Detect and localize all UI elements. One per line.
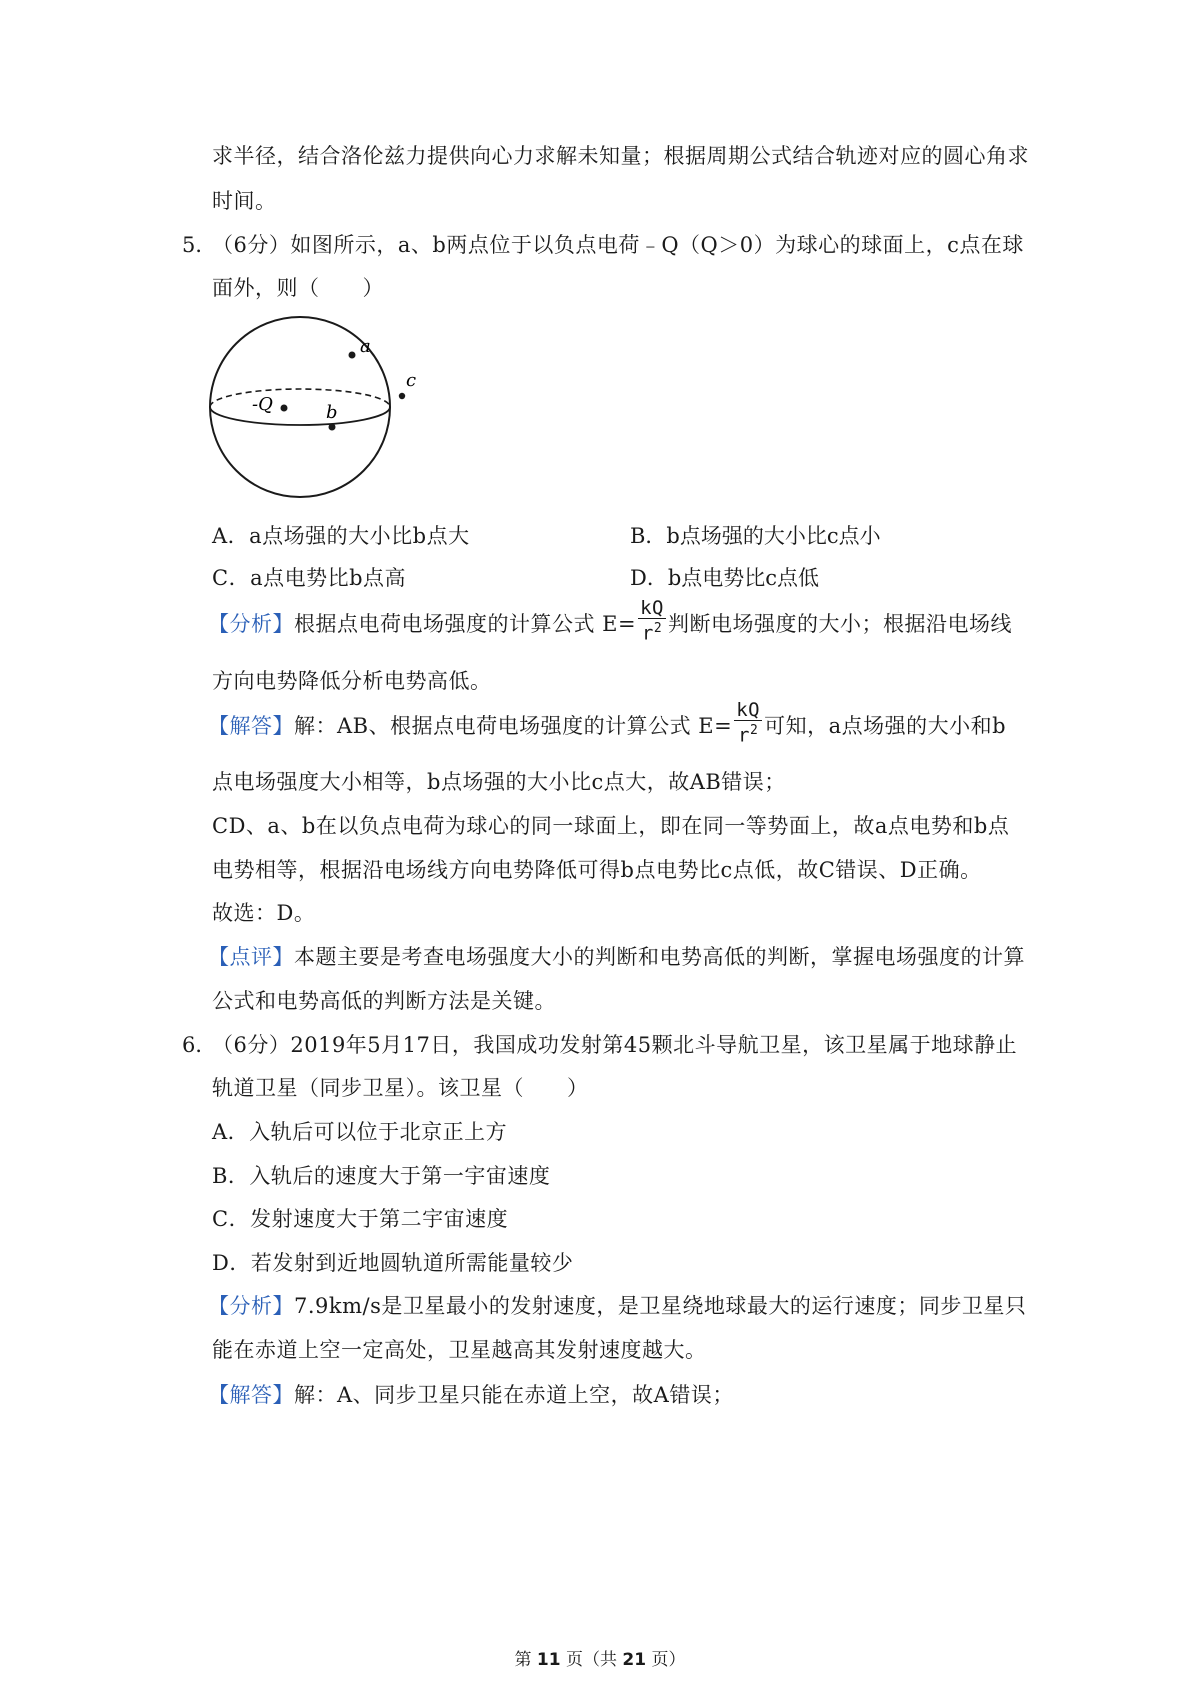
analysis-tag: 【分析】 [208,612,294,637]
equator-front [210,407,390,425]
analysis-line [208,597,1012,645]
answer-line: CD、a、b在以负点电荷为球心的同一球面上，即在同一等势面上，故a点电势和b点 [212,814,1010,838]
point-b [329,424,336,431]
analysis-tag: 【分析】 [208,1294,294,1318]
answer-line: 故选：D。 [212,901,316,925]
label-c: c [406,370,417,391]
option-c: C．发射速度大于第二宇宙速度 [212,1207,509,1231]
option-b: B．b点场强的大小比c点小 [630,524,881,548]
question-stem: 轨道卫星（同步卫星）。该卫星（ ） [212,1076,589,1100]
comment-tag: 【点评】 [208,945,294,969]
label-negative-q: -Q [252,394,273,415]
option-c: C．a点电势比b点高 [212,566,407,590]
formula-fraction [638,598,666,643]
text-line: 时间。 [212,189,277,213]
comment-text: 本题主要是考查电场强度大小的判断和电势高低的判断，掌握电场强度的计算 [294,945,1025,969]
fraction-denominator: $r^2$ [738,723,759,747]
answer-tag: 【解答】 [208,1383,294,1407]
sphere-figure [190,300,450,510]
answer-line: 电势相等，根据沿电场线方向电势降低可得b点电势比c点低，故C错误、D正确。 [212,858,982,882]
analysis-text: 7.9km/s是卫星最小的发射速度，是卫星绕地球最大的运行速度；同步卫星只 [294,1294,1027,1318]
question-stem: 面外，则（ ） [212,276,384,300]
analysis-line: 能在赤道上空一定高处，卫星越高其发射速度越大。 [212,1338,707,1362]
answer-text: 可知，a点场强的大小和b [764,714,1007,739]
fraction-numerator: kQ [640,597,664,619]
answer-line [208,1380,734,1410]
fraction-numerator: kQ [736,699,761,721]
comment-line [208,942,1025,972]
answer-text: 解：A、同步卫星只能在赤道上空，故A错误； [294,1383,734,1407]
comment-line: 公式和电势高低的判断方法是关键。 [212,989,556,1013]
answer-tag: 【解答】 [208,714,294,739]
point-c [399,393,405,399]
question-number: 5． [182,233,217,257]
analysis-text: 根据点电荷电场强度的计算公式 E= [294,612,637,637]
page-footer: 第 11 页（共 21 页） [514,1650,686,1670]
question-number: 6． [182,1033,217,1057]
page-total: 21 [622,1650,647,1670]
question-stem: （6分）2019年5月17日，我国成功发射第45颗北斗导航卫星，该卫星属于地球静止 [212,1033,1018,1057]
page-number: 11 [536,1650,561,1670]
option-d: D．若发射到近地圆轨道所需能量较少 [212,1251,574,1275]
point-negative-q [281,405,288,412]
option-a: A．a点场强的大小比b点大 [212,524,470,548]
option-a: A．入轨后可以位于北京正上方 [212,1120,508,1144]
label-a: a [360,336,371,357]
answer-text: 解：AB、根据点电荷电场强度的计算公式 E= [294,714,733,739]
option-b: B．入轨后的速度大于第一宇宙速度 [212,1164,551,1188]
text-line: 求半径，结合洛伦兹力提供向心力求解未知量；根据周期公式结合轨迹对应的圆心角求 [212,144,1029,168]
question-stem: （6分）如图所示，a、b两点位于以负点电荷﹣Q（Q＞0）为球心的球面上，c点在球 [212,233,1024,257]
option-d: D．b点电势比c点低 [630,566,820,590]
analysis-line: 方向电势降低分析电势高低。 [212,669,492,693]
answer-line [208,699,1007,747]
equator-back-dashed [210,389,390,407]
analysis-line [208,1291,1026,1321]
label-b: b [326,402,338,423]
formula-fraction [734,700,762,745]
analysis-text: 判断电场强度的大小；根据沿电场线 [668,612,1012,637]
fraction-denominator: $r^2$ [641,621,663,645]
answer-line: 点电场强度大小相等，b点场强的大小比c点大，故AB错误； [212,770,786,794]
point-a [349,352,356,359]
